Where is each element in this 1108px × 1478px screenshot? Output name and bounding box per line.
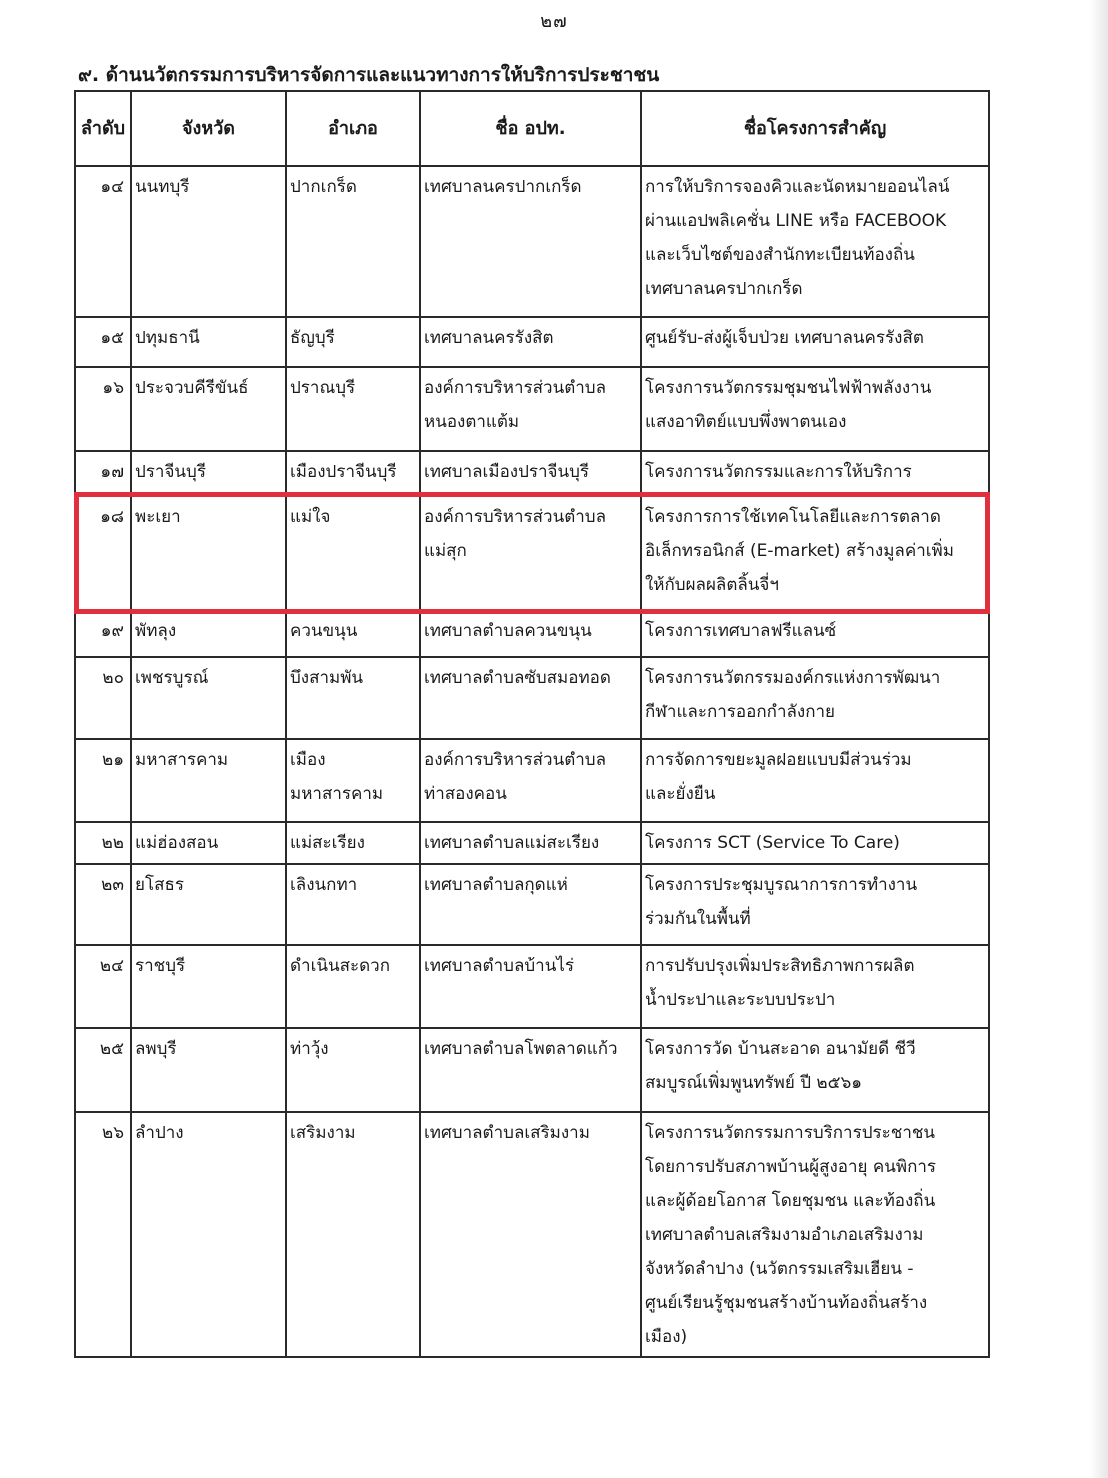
- cell-project: การให้บริการจองคิวและนัดหมายออนไลน์ ผ่านแอปพลิเคชั่น LINE หรือ FACEBOOK และเว็บไซต์ของสำนักทะเบียนท้องถิ่น เทศบาลนครปากเกร็ด: [641, 166, 989, 317]
- header-org: ชื่อ อปท.: [420, 91, 641, 166]
- table-row: [75, 657, 989, 739]
- table-row: [75, 166, 989, 317]
- table-row-highlighted: [75, 496, 989, 610]
- cell-no: ๒๒: [75, 822, 131, 864]
- cell-district: เมือง มหาสารคาม: [286, 739, 420, 822]
- section-title: ๙. ด้านนวัตกรรมการบริหารจัดการและแนวทางการให้บริการประชาชน: [78, 64, 660, 86]
- table-row: [75, 822, 989, 864]
- cell-no: ๒๐: [75, 657, 131, 739]
- cell-district: ควนขนุน: [286, 610, 420, 657]
- cell-province: แม่ฮ่องสอน: [131, 822, 286, 864]
- cell-org: เทศบาลตำบลบ้านไร่: [420, 945, 641, 1028]
- table-row: [75, 1112, 989, 1357]
- cell-project: ศูนย์รับ-ส่งผู้เจ็บป่วย เทศบาลนครรังสิต: [641, 317, 989, 367]
- cell-province: ปราจีนบุรี: [131, 451, 286, 496]
- cell-district: ท่าวุ้ง: [286, 1028, 420, 1112]
- cell-province: ลพบุรี: [131, 1028, 286, 1112]
- cell-no: ๒๕: [75, 1028, 131, 1112]
- cell-org: เทศบาลตำบลซับสมอทอด: [420, 657, 641, 739]
- cell-district: บึงสามพัน: [286, 657, 420, 739]
- table-row: [75, 739, 989, 822]
- page-number: ๒๗: [540, 11, 568, 32]
- cell-org: เทศบาลตำบลแม่สะเรียง: [420, 822, 641, 864]
- table-row: [75, 1028, 989, 1112]
- cell-project: การจัดการขยะมูลฝอยแบบมีส่วนร่วม และยั่งยืน: [641, 739, 989, 822]
- cell-province: ปทุมธานี: [131, 317, 286, 367]
- cell-project: โครงการวัด บ้านสะอาด อนามัยดี ชีวี สมบูรณ์เพิ่มพูนทรัพย์ ปี ๒๕๖๑: [641, 1028, 989, 1112]
- cell-org: เทศบาลตำบลควนขนุน: [420, 610, 641, 657]
- cell-no: ๒๑: [75, 739, 131, 822]
- cell-project: โครงการนวัตกรรมและการให้บริการ: [641, 451, 989, 496]
- cell-org: เทศบาลตำบลโพตลาดแก้ว: [420, 1028, 641, 1112]
- cell-org: เทศบาลเมืองปราจีนบุรี: [420, 451, 641, 496]
- cell-no: ๑๙: [75, 610, 131, 657]
- cell-province: พะเยา: [131, 496, 286, 610]
- cell-project: การปรับปรุงเพิ่มประสิทธิภาพการผลิต น้ำประปาและระบบประปา: [641, 945, 989, 1028]
- cell-province: มหาสารคาม: [131, 739, 286, 822]
- cell-project: โครงการนวัตกรรมชุมชนไฟฟ้าพลังงาน แสงอาทิตย์แบบพึ่งพาตนเอง: [641, 367, 989, 451]
- cell-project: โครงการ SCT (Service To Care): [641, 822, 989, 864]
- cell-no: ๑๖: [75, 367, 131, 451]
- table-header-row: [75, 91, 989, 166]
- cell-province: ประจวบคีรีขันธ์: [131, 367, 286, 451]
- cell-district: เลิงนกทา: [286, 864, 420, 945]
- cell-no: ๑๔: [75, 166, 131, 317]
- cell-province: ลำปาง: [131, 1112, 286, 1357]
- cell-district: ดำเนินสะดวก: [286, 945, 420, 1028]
- table-row: [75, 367, 989, 451]
- projects-table: [74, 90, 990, 1358]
- cell-org: องค์การบริหารส่วนตำบล แม่สุก: [420, 496, 641, 610]
- table-row: [75, 864, 989, 945]
- cell-no: ๒๖: [75, 1112, 131, 1357]
- cell-project: โครงการประชุมบูรณาการการทำงาน ร่วมกันในพื้นที่: [641, 864, 989, 945]
- cell-province: เพชรบูรณ์: [131, 657, 286, 739]
- cell-district: ปราณบุรี: [286, 367, 420, 451]
- cell-province: นนทบุรี: [131, 166, 286, 317]
- cell-no: ๑๕: [75, 317, 131, 367]
- cell-project: โครงการการใช้เทคโนโลยีและการตลาด อิเล็กทรอนิกส์ (E-market) สร้างมูลค่าเพิ่ม ให้กับผลผลิตลิ้นจี่ฯ: [641, 496, 989, 610]
- cell-project: โครงการนวัตกรรมการบริการประชาชน โดยการปรับสภาพบ้านผู้สูงอายุ คนพิการ และผู้ด้อยโอกาส โดยชุมชน และท้องถิ่น เทศบาลตำบลเสริมงามอำเภอเสริมงาม จังหวัดลำปาง (นวัตกรรมเสริมเฮียน - ศูนย์เรียนรู้ชุมชนสร้างบ้านท้องถิ่นสร้าง เมือง): [641, 1112, 989, 1357]
- cell-district: แม่สะเรียง: [286, 822, 420, 864]
- cell-district: เมืองปราจีนบุรี: [286, 451, 420, 496]
- cell-no: ๒๓: [75, 864, 131, 945]
- cell-district: ปากเกร็ด: [286, 166, 420, 317]
- cell-org: เทศบาลนครรังสิต: [420, 317, 641, 367]
- cell-org: เทศบาลตำบลเสริมงาม: [420, 1112, 641, 1357]
- cell-district: แม่ใจ: [286, 496, 420, 610]
- header-district: อำเภอ: [286, 91, 420, 166]
- cell-province: พัทลุง: [131, 610, 286, 657]
- header-no: ลำดับ: [75, 91, 131, 166]
- cell-province: ราชบุรี: [131, 945, 286, 1028]
- header-project: ชื่อโครงการสำคัญ: [641, 91, 989, 166]
- scan-edge-shadow: [1090, 0, 1108, 1478]
- cell-org: เทศบาลตำบลกุดแห่: [420, 864, 641, 945]
- cell-no: ๒๔: [75, 945, 131, 1028]
- cell-no: ๑๗: [75, 451, 131, 496]
- table-row: [75, 317, 989, 367]
- header-province: จังหวัด: [131, 91, 286, 166]
- cell-no: ๑๘: [75, 496, 131, 610]
- cell-province: ยโสธร: [131, 864, 286, 945]
- cell-project: โครงการเทศบาลฟรีแลนซ์: [641, 610, 989, 657]
- cell-org: เทศบาลนครปากเกร็ด: [420, 166, 641, 317]
- cell-district: เสริมงาม: [286, 1112, 420, 1357]
- table-row: [75, 451, 989, 496]
- cell-district: ธัญบุรี: [286, 317, 420, 367]
- table-row: [75, 610, 989, 657]
- table-row: [75, 945, 989, 1028]
- cell-project: โครงการนวัตกรรมองค์กรแห่งการพัฒนา กีฬาและการออกกำลังกาย: [641, 657, 989, 739]
- cell-org: องค์การบริหารส่วนตำบล หนองตาแต้ม: [420, 367, 641, 451]
- cell-org: องค์การบริหารส่วนตำบล ท่าสองคอน: [420, 739, 641, 822]
